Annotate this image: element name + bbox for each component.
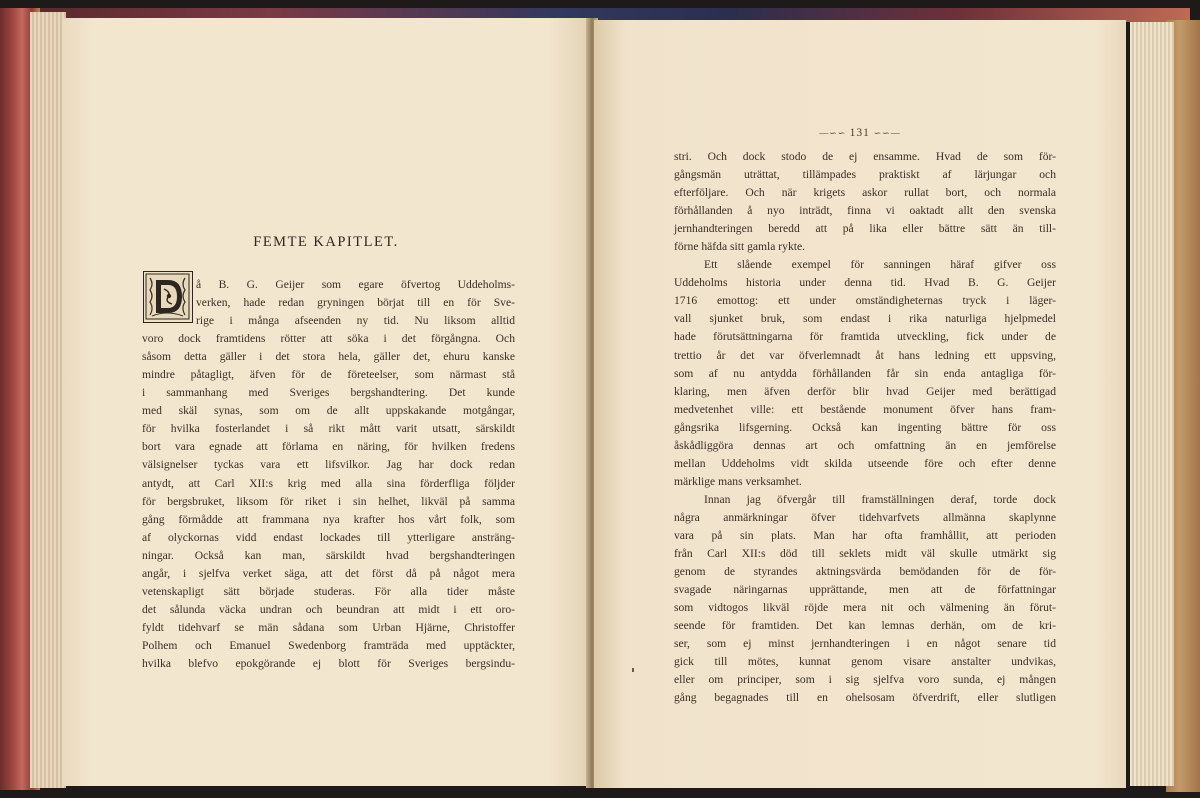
text-line: för hvilka fosterlandet i så rikt mått varit utsatt, särskildt bbox=[142, 422, 515, 436]
text-line: efterföljare. Och när krigets askor rullat bort, och normala bbox=[674, 186, 1056, 200]
text-line: ser, som ej minst jernhandteringen i en något senare tid bbox=[674, 637, 1056, 651]
text-line: åskådliggöra dennas art och omfattning än en jemförelse bbox=[674, 438, 1056, 452]
text-line: förhållanden å nyo inträdt, finna vi oaktadt allt den svenska bbox=[674, 204, 1056, 218]
right-page-stack bbox=[1130, 22, 1174, 786]
print-speck bbox=[632, 668, 634, 672]
right-page-text bbox=[674, 148, 1056, 707]
text-line: med skäl synas, som om de allt uppskakande motgångar, bbox=[142, 404, 515, 418]
text-line: för bergsbruket, liksom för riket i sin helhet, likväl på samma bbox=[142, 494, 515, 508]
text-line: Ett slående exempel för sanningen häraf gifver oss bbox=[704, 258, 1056, 272]
text-line: vara på sin plats. Man har ofta framhållit, att perioden bbox=[674, 528, 1056, 542]
text-line: mellan Uddeholms vidt skilda utseende före och efter denne bbox=[674, 456, 1056, 470]
text-line: Polhem och Emanuel Swedenborg framträda med upptäckter, bbox=[142, 638, 515, 652]
text-line: gång begagnades till en ohelsosam öfverdrift, eller slutligen bbox=[674, 691, 1056, 705]
chapter-title: FEMTE KAPITLET. bbox=[253, 234, 399, 250]
text-line: voro dock framtidens rötter att söka i det förgångna. Och bbox=[142, 332, 515, 346]
page-number-ornament-left: —∽∽ bbox=[819, 128, 850, 138]
text-line: antydt, att Carl XII:s krig med alla sina förderfliga följder bbox=[142, 476, 515, 490]
text-line: ningar. Också kan man, särskildt hvad bergshandteringen bbox=[142, 548, 515, 562]
text-line: vetenskapligt sätt började studeras. För alla tider måste bbox=[142, 584, 515, 598]
text-line: jernhandteringen beredd att på lika eller bättre sätt än till- bbox=[674, 222, 1056, 236]
text-line: 1716 emottog: ett under omständigheternas tryck i läger- bbox=[674, 294, 1056, 308]
left-page-stack bbox=[30, 12, 66, 788]
text-line: verken, hade redan gryningen börjat till en för Sve- bbox=[196, 296, 515, 310]
text-line: bort vara egnade att förlama en näring, för hvilken fredens bbox=[142, 440, 515, 454]
text-line: af olyckornas vidd endast lockades till ytterligare ansträng- bbox=[142, 530, 515, 544]
text-line: i sammanhang med Sveriges bergshandtering. Det kunde bbox=[142, 386, 515, 400]
text-line: hvilka blefvo epokgörande ej blott för Sveriges bergsindu- bbox=[142, 656, 515, 670]
text-line: eller om principer, som i sig sjelfva voro sunda, ej mången bbox=[674, 673, 1056, 687]
page-number bbox=[594, 127, 1126, 139]
text-line: genom de styrandes aktningsvärda bemödanden för de för- bbox=[674, 565, 1056, 579]
text-line: medvetenhet ville: ett bestående monument öfver hans fram- bbox=[674, 402, 1056, 416]
text-line: mindre påtagligt, äfven för de företeelser, som närmast stå bbox=[142, 368, 515, 382]
text-line: angår, i sjelfva verket säga, att det först då på något mera bbox=[142, 566, 515, 580]
text-line: gång förmådde att frammana nya krafter hos vårt folk, som bbox=[142, 512, 515, 526]
text-line: såsom detta gäller i det stora hela, gäller det, ehuru kanske bbox=[142, 350, 515, 364]
text-line: några anmärkningar öfver tidehvarfvets allmänna skaplynne bbox=[674, 510, 1056, 524]
page-number-ornament-right: ∽∽— bbox=[873, 128, 901, 138]
text-line: gångsmän uträttat, tillämpades praktiskt af lärjungar och bbox=[674, 168, 1056, 182]
text-line: gick till mötes, kunnat genom visare anstalter undvikas, bbox=[674, 655, 1056, 669]
text-line: klaring, men äfven derför blir hvad Geijer med berättigad bbox=[674, 384, 1056, 398]
text-line: det sålunda väcka undran och beundran att midt i ett oro- bbox=[142, 602, 515, 616]
text-line: å B. G. Geijer som egare öfvertog Uddeholms- bbox=[196, 278, 515, 291]
left-page-text bbox=[142, 276, 515, 673]
text-line: välsignelser tyckas vara ett lifsvilkor. Jag har dock redan bbox=[142, 458, 515, 472]
text-line: gångsrika lifsgerning. Också kan ingenting bättre för oss bbox=[674, 420, 1056, 434]
text-line: fyldt tidehvarf se män sådana som Urban Hjärne, Christoffer bbox=[142, 620, 515, 634]
text-line: seende för framtiden. Det kan lemnas derhän, om de kri- bbox=[674, 619, 1056, 633]
text-line: från Carl XII:s död till seklets midt väl skulle utmärkt sig bbox=[674, 547, 1056, 561]
text-line: vall sjunket bruk, som endast i rika naturliga hjelpmedel bbox=[674, 312, 1056, 326]
text-line: Innan jag öfvergår till framställningen deraf, torde dock bbox=[704, 492, 1056, 506]
text-line: förne häfda sitt gamla rykte. bbox=[674, 240, 806, 254]
text-line: stri. Och dock stodo de ej ensamme. Hvad de som för- bbox=[674, 150, 1056, 163]
text-line: som af nu antydda förhållanden får sin enda antagliga för- bbox=[674, 366, 1056, 380]
text-line: Uddeholms historia under denna tid. Hvad B. G. Geijer bbox=[674, 276, 1056, 290]
text-line: märklige mans verksamhet. bbox=[674, 474, 802, 488]
text-line: svagade näringarnas upprättande, men att de författningar bbox=[674, 583, 1056, 597]
text-line: trettio år det var öfverlemnadt åt hans ledning ett uppsving, bbox=[674, 348, 1056, 362]
text-line: hade förutsättningarna för framtida utveckling, fick under de bbox=[674, 330, 1056, 344]
text-line: rige i många afseenden ny tid. Nu liksom alltid bbox=[196, 314, 515, 328]
page-number-value: 131 bbox=[849, 127, 870, 139]
text-line: som vidtogos likväl röjde mera nit och välmening än förut- bbox=[674, 601, 1056, 615]
